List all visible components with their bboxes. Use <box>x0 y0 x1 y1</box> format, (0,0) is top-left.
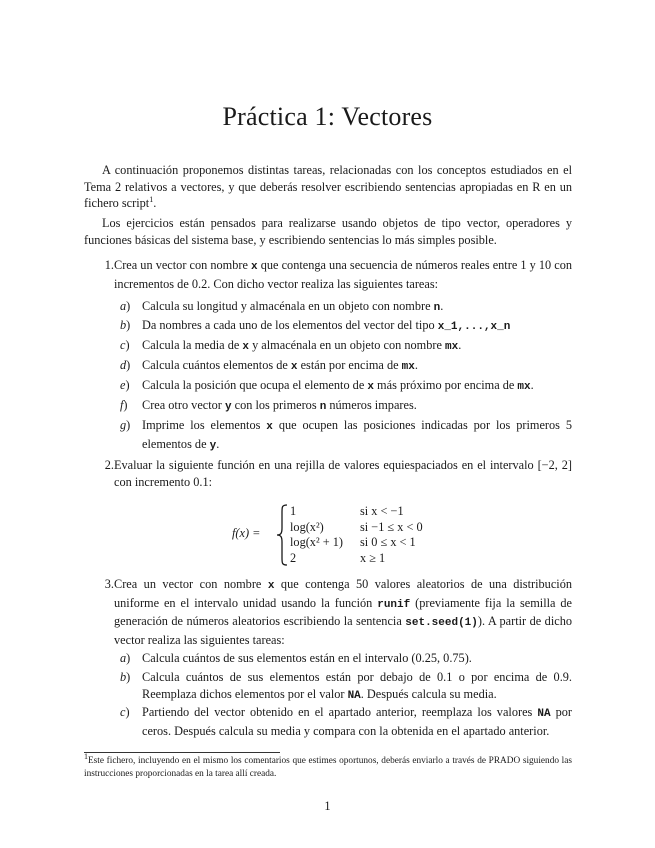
intro-paragraph-2 <box>84 215 572 248</box>
case-value-2: log(x²) <box>290 519 324 534</box>
exercise-1-f: f) Crea otro vector y con los primeros n números impares. <box>120 397 572 416</box>
intro-paragraph-1 <box>84 162 572 212</box>
exercise-3-number: 3. <box>104 577 114 591</box>
page-number: 1 <box>324 799 331 813</box>
exercise-2-number: 2. <box>104 458 114 472</box>
footnote-marker: 1 <box>149 194 154 204</box>
exercise-1-b-text: Da nombres a cada uno de los elementos del vector del tipo x_1,...,x_n <box>142 318 511 333</box>
exercise-1-b: b) Da nombres a cada uno de los elementos del vector del tipo x_1,...,x_n <box>120 317 572 336</box>
exercise-1-e-text: Calcula la posición que ocupa el elemento de x más próximo por encima de mx. <box>142 378 534 393</box>
item-letter: d <box>120 358 127 372</box>
item-letter: b <box>120 318 127 332</box>
footnote-mark: 1 <box>84 751 88 761</box>
exercise-3-a-text: Calcula cuántos de sus elementos están en el intervalo (0.25, 0.75). <box>142 651 472 665</box>
exercise-3-text: Crea un vector con nombre x que contenga 50 valores aleatorios de una distribución uniforme en el intervalo unidad usando la función runif (previamente fija la semilla de generación de números aleatorios escribiendo la sentencia set.seed(1)). A partir de dicho vector realiza las siguientes tareas: <box>114 577 573 647</box>
exercise-3-c: c) Partiendo del vector obtenido en el apartado anterior, reemplaza los valores NA por ceros. Después calcula su media y compara con la obtenida en el apartado anterior. <box>120 705 572 738</box>
footnote-rule <box>84 752 280 753</box>
exercise-2-text: Evaluar la siguiente función en una rejilla de valores equiespaciados en el intervalo [−2, 2] con incremento 0.1: <box>114 458 572 489</box>
exercise-1-g-text: Imprime los elementos x que ocupen las posiciones indicadas por los primeros 5 elementos de y. <box>142 418 572 452</box>
exercise-1-f-text: Crea otro vector y con los primeros n números impares. <box>142 398 417 413</box>
item-letter: e <box>120 378 126 392</box>
page-title: Práctica 1: Vectores <box>222 102 433 131</box>
case-value-1: 1 <box>290 504 297 518</box>
case-condition-1: si x < −1 <box>360 504 404 518</box>
item-letter: f <box>120 398 124 412</box>
exercise-1-a-text: Calcula su longitud y almacénala en un objeto con nombre n. <box>142 299 444 314</box>
exercise-1-text: Crea un vector con nombre x que contenga una secuencia de números reales entre 1 y 10 con incrementos de 0.2. Con dicho vector realiza las siguientes tareas: <box>114 258 572 291</box>
item-letter: g <box>120 418 127 432</box>
footnote <box>84 751 572 781</box>
exercise-1 <box>84 257 572 292</box>
exercise-3-a: a) Calcula cuántos de sus elementos están en el intervalo (0.25, 0.75). <box>120 650 572 667</box>
intro-p2-text: Los ejercicios están pensados para realizarse usando objetos de tipo vector, operadores y funciones básicas del sistema base, y escribiendo sentencias lo más simples posible. <box>84 216 572 247</box>
piecewise-function <box>232 504 492 566</box>
exercise-1-a: a) Calcula su longitud y almacénala en un objeto con nombre n. <box>120 298 572 317</box>
exercise-3-b-text: Calcula cuántos de sus elementos están por debajo de 0.1 o por encima de 0.9. Reemplaza dichos elementos por el valor NA. Después calcula su media. <box>142 670 572 702</box>
footnote-text: Este fichero, incluyendo en el mismo los comentarios que estimes oportunos, deberás enviarlo a través de PRADO siguiendo las instrucciones proporcionadas en la tarea allí creada. <box>84 756 572 779</box>
exercise-3-b: b) Calcula cuántos de sus elementos están por debajo de 0.1 o por encima de 0.9. Reemplaza dichos elementos por el valor NA. Después calcula su media. <box>120 669 572 704</box>
exercise-1-d-text: Calcula cuántos elementos de x están por encima de mx. <box>142 358 418 373</box>
case-condition-3: si 0 ≤ x < 1 <box>360 535 416 549</box>
exercise-1-c: c) Calcula la media de x y almacénala en un objeto con nombre mx. <box>120 337 572 356</box>
exercise-1-e: e) Calcula la posición que ocupa el elemento de x más próximo por encima de mx. <box>120 377 572 396</box>
case-condition-2: si −1 ≤ x < 0 <box>360 519 423 534</box>
case-value-3: log(x² + 1) <box>290 535 343 549</box>
intro-p1-text: A continuación proponemos distintas tareas, relacionadas con los conceptos estudiados en el Tema 2 relativos a vectores, y que deberás resolver escribiendo sentencias apropiadas en R en un fichero script <box>84 163 572 210</box>
item-letter: a <box>120 651 127 665</box>
exercise-1-d: d) Calcula cuántos elementos de x están por encima de mx. <box>120 357 572 376</box>
intro-p1-end: . <box>153 196 157 210</box>
exercise-1-g: g) Imprime los elementos x que ocupen las posiciones indicadas por los primeros 5 elementos de y. <box>120 417 572 454</box>
exercise-2 <box>84 457 572 490</box>
exercise-1-number: 1. <box>104 258 114 272</box>
item-letter: c <box>120 705 126 719</box>
left-brace-icon <box>276 504 290 566</box>
item-letter: b <box>120 670 127 684</box>
case-condition-4: x ≥ 1 <box>360 550 386 565</box>
exercise-3 <box>84 576 572 648</box>
exercise-1-c-text: Calcula la media de x y almacénala en un objeto con nombre mx. <box>142 338 462 353</box>
item-letter: a <box>120 299 127 313</box>
function-label: f(x) = <box>232 526 261 540</box>
case-value-4: 2 <box>290 550 297 565</box>
item-letter: c <box>120 338 126 352</box>
exercise-3-c-text: Partiendo del vector obtenido en el apartado anterior, reemplaza los valores NA por ceros. Después calcula su media y compara con la obtenida en el apartado anterior. <box>142 705 572 738</box>
